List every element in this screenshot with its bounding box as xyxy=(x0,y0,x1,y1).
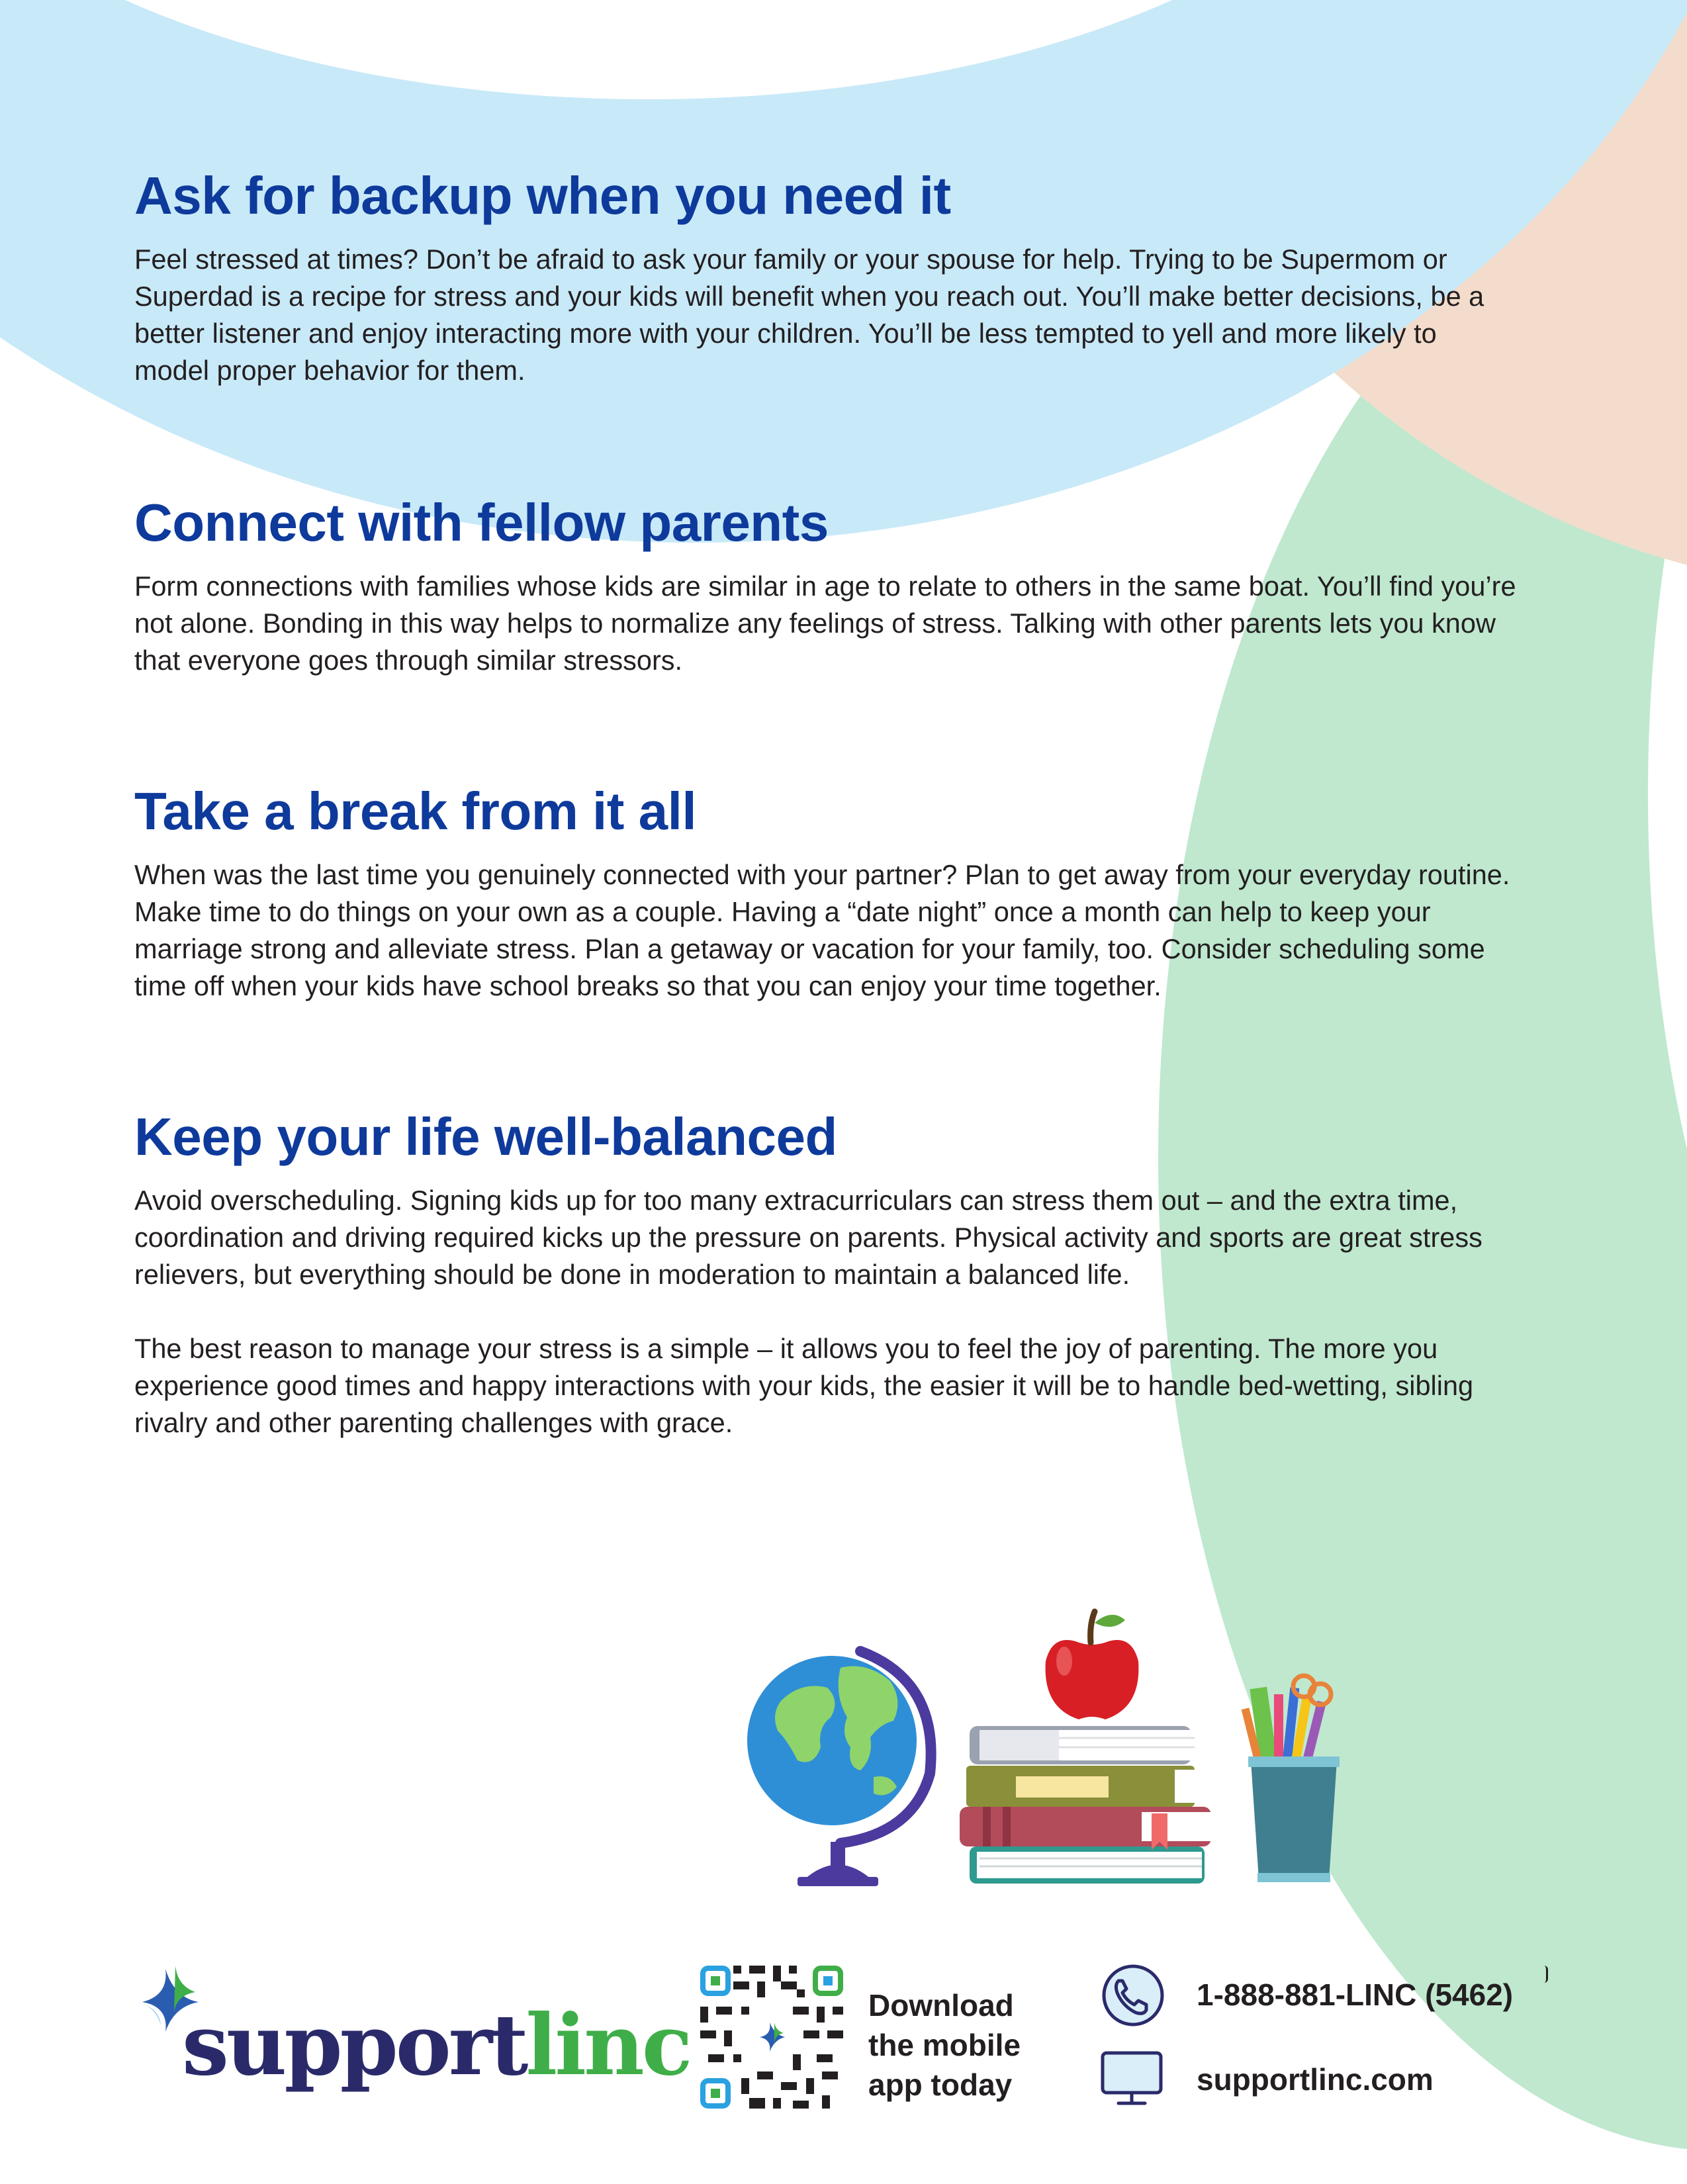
logo-text-support: support xyxy=(182,1996,526,2094)
globe-icon xyxy=(747,1651,931,1886)
logo-wordmark xyxy=(182,1996,690,2094)
download-app-text xyxy=(868,1985,1021,2105)
closing-paragraph: The best reason to manage your stress is a simple – it allows you to feel the joy of parenting. The more you experience good times and happy interactions with your kids, the easier it will be to handle bed-wetting, sibling rivalry and other parenting challenges with grace. xyxy=(134,1333,1474,1438)
section-body: Avoid overscheduling. Signing kids up for too many extracurriculars can stress them out – and the extra time, coordination and driving required kicks up the pressure on parents. Physical activity and sports are great stress relievers, but everything should be done in moderation to maintain a balanced life. xyxy=(134,1185,1482,1290)
section-heading: Take a break from it all xyxy=(134,782,697,841)
section-backup xyxy=(134,165,1518,389)
school-illustration xyxy=(741,1588,1357,1893)
section-heading: Connect with fellow parents xyxy=(134,493,829,552)
phone-icon xyxy=(1099,1962,1165,2028)
download-line-3: app today xyxy=(868,2068,1013,2102)
section-break xyxy=(134,781,1518,1005)
website-link[interactable]: supportlinc.com xyxy=(1197,2062,1434,2097)
books-icon xyxy=(960,1726,1214,1884)
section-heading: Ask for backup when you need it xyxy=(134,166,951,225)
section-balanced xyxy=(134,1107,1518,1441)
supportlinc-logo[interactable] xyxy=(129,1966,690,2098)
logo-text-linc: linc xyxy=(525,1996,690,2094)
download-line-1: Download xyxy=(868,1988,1014,2023)
section-body: When was the last time you genuinely connected with your partner? Plan to get away from your everyday routine. Make time to do things on your own as a couple. Having a “date night” once a month can help to keep your marriage strong and alleviate stress. Plan a getaway or vacation for your family, too. Consider scheduling some time off when your kids have school breaks so that you can enjoy your time together. xyxy=(134,859,1510,1001)
pencil-cup-icon xyxy=(1242,1676,1340,1882)
apple-icon xyxy=(1046,1612,1139,1719)
section-heading: Keep your life well-balanced xyxy=(134,1107,837,1166)
edge-mark xyxy=(1542,1966,1548,1983)
qr-code-icon[interactable] xyxy=(700,1966,843,2109)
monitor-icon xyxy=(1099,2045,1165,2111)
download-line-2: the mobile xyxy=(868,2028,1021,2062)
section-connect xyxy=(134,492,1518,679)
footer xyxy=(0,1946,1687,2144)
section-body: Form connections with families whose kids are similar in age to relate to others in the same boat. You’ll find you’re not alone. Bonding in this way helps to normalize any feelings of stress. Talking with other parents lets you know that everyone goes through similar stressors. xyxy=(134,570,1516,676)
section-body: Feel stressed at times? Don’t be afraid to ask your family or your spouse for help. Trying to be Supermom or Superdad is a recipe for stress and your kids will benefit when you reach out. You’ll make better decisions, be a better listener and enjoy interacting more with your children. You’ll be less tempted to yell and more likely to model proper behavior for them. xyxy=(134,244,1484,386)
phone-number[interactable]: 1-888-881-LINC (5462) xyxy=(1197,1978,1514,2012)
